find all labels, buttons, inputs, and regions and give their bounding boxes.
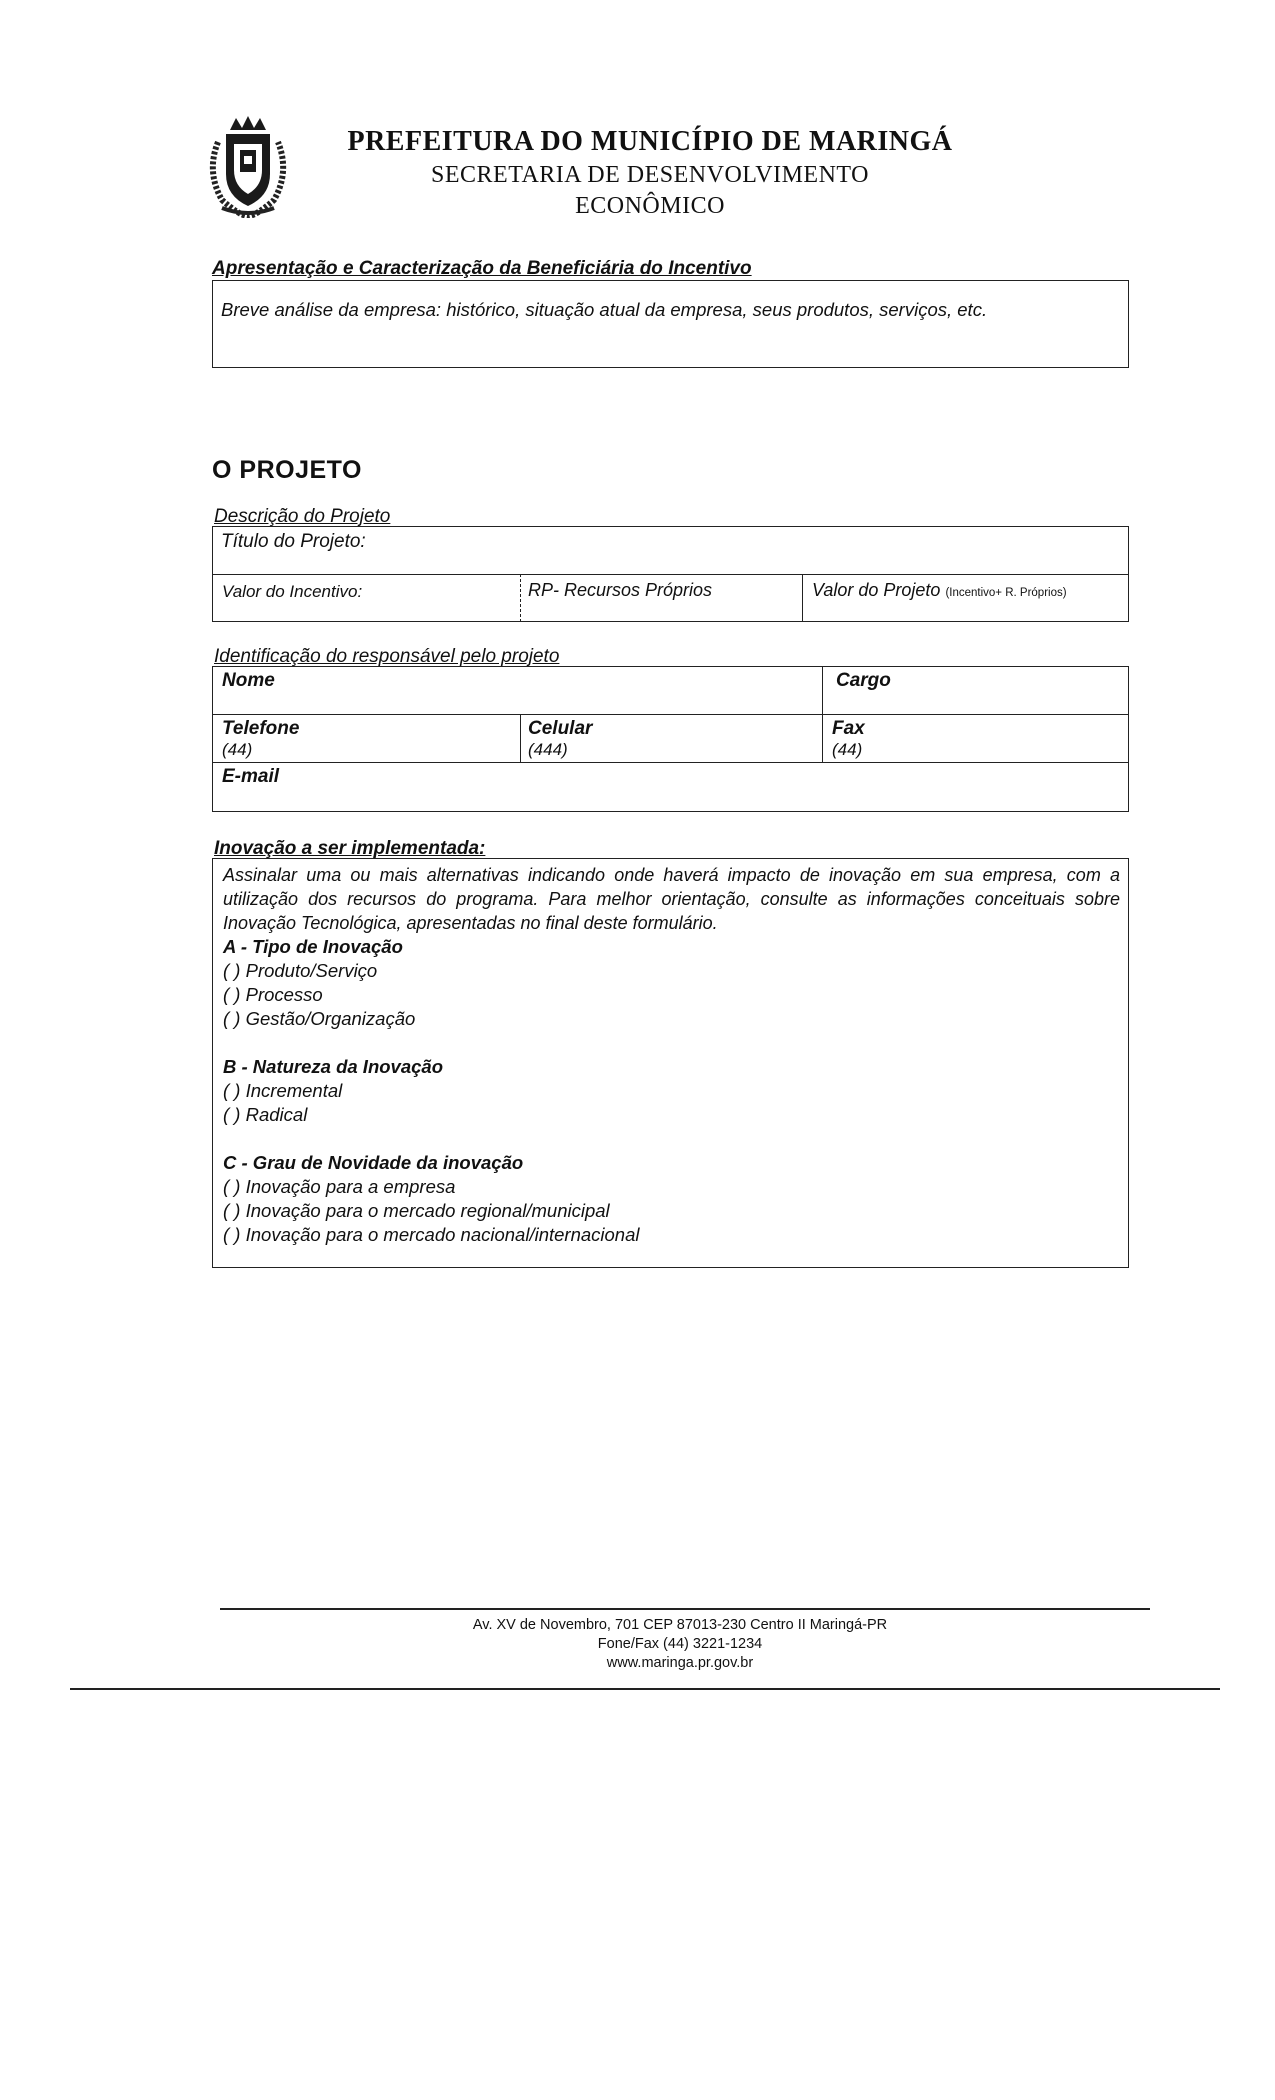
footer-bottom-rule [70,1688,1220,1690]
inovacao-title: Inovação a ser implementada: [214,838,486,859]
footer-address: Av. XV de Novembro, 701 CEP 87013-230 Centro II Maringá-PR [472,1617,888,1633]
option-inovacao-regional[interactable]: ( ) Inovação para o mercado regional/municipal [223,1200,610,1221]
apresentacao-title: Apresentação e Caracterização da Beneficiária do Incentivo [212,258,752,279]
celular-divider [520,714,521,762]
titulo-label: Título do Projeto: [221,531,366,552]
option-inovacao-nacional[interactable]: ( ) Inovação para o mercado nacional/internacional [223,1224,640,1245]
valor-projeto-cell[interactable] [812,580,1067,601]
celular-field[interactable]: (444) [528,740,568,759]
apresentacao-box[interactable] [212,280,1129,368]
responsavel-row-divider-2 [212,762,1129,763]
descricao-col-divider-2 [802,574,803,622]
grau-novidade-title: C - Grau de Novidade da inovação [223,1152,524,1173]
telefone-label: Telefone [222,718,300,739]
tipo-inovacao-title: A - Tipo de Inovação [223,936,403,957]
fax-field[interactable]: (44) [832,740,863,759]
celular-label: Celular [528,718,593,739]
descricao-title: Descrição do Projeto [214,506,391,527]
responsavel-table [212,666,1129,812]
email-field[interactable]: E-mail [222,766,280,787]
nome-field[interactable]: Nome [222,670,275,691]
valor-projeto-note: (Incentivo+ R. Próprios) [945,587,1067,599]
municipal-crest-icon [200,112,296,218]
footer-top-rule [220,1608,1150,1610]
projeto-heading: O PROJETO [212,456,362,484]
header-title: PREFEITURA DO MUNICÍPIO DE MARINGÁ [347,126,953,157]
valor-projeto-label: Valor do Projeto [812,580,941,600]
option-incremental[interactable]: ( ) Incremental [223,1080,343,1101]
cargo-field[interactable]: Cargo [836,670,891,691]
telefone-field[interactable]: (44) [222,740,253,759]
footer-site[interactable]: www.maringa.pr.gov.br [606,1655,754,1671]
option-gestao-organizacao[interactable]: ( ) Gestão/Organização [223,1008,416,1029]
cargo-divider [822,666,823,762]
natureza-inovacao-title: B - Natureza da Inovação [223,1056,444,1077]
footer-phone: Fone/Fax (44) 3221-1234 [597,1636,763,1652]
apresentacao-hint: Breve análise da empresa: histórico, situação atual da empresa, seus produtos, serviços, etc. [221,299,988,320]
descricao-row-divider [212,574,1129,575]
inovacao-box [212,858,1129,1268]
option-inovacao-empresa[interactable]: ( ) Inovação para a empresa [223,1176,456,1197]
responsavel-title: Identificação do responsável pelo projeto [214,646,560,667]
option-radical[interactable]: ( ) Radical [223,1104,308,1125]
recursos-proprios-label[interactable]: RP- Recursos Próprios [528,580,713,600]
valor-incentivo-label[interactable]: Valor do Incentivo: [222,582,363,601]
responsavel-row-divider-1 [212,714,1129,715]
option-processo[interactable]: ( ) Processo [223,984,323,1005]
descricao-col-divider-1 [520,574,521,622]
option-produto-servico[interactable]: ( ) Produto/Serviço [223,960,378,981]
header-subtitle-1: SECRETARIA DE DESENVOLVIMENTO [431,162,869,188]
inovacao-intro: Assinalar uma ou mais alternativas indicando onde haverá impacto de inovação em sua empresa, com a utilização dos recursos do programa. Para melhor orientação, consulte as informações conceituais sobre Inovação Tecnológica, apresentadas no final deste formulário. [223,865,1120,933]
fax-label: Fax [832,718,865,739]
header-subtitle-2: ECONÔMICO [575,193,725,219]
